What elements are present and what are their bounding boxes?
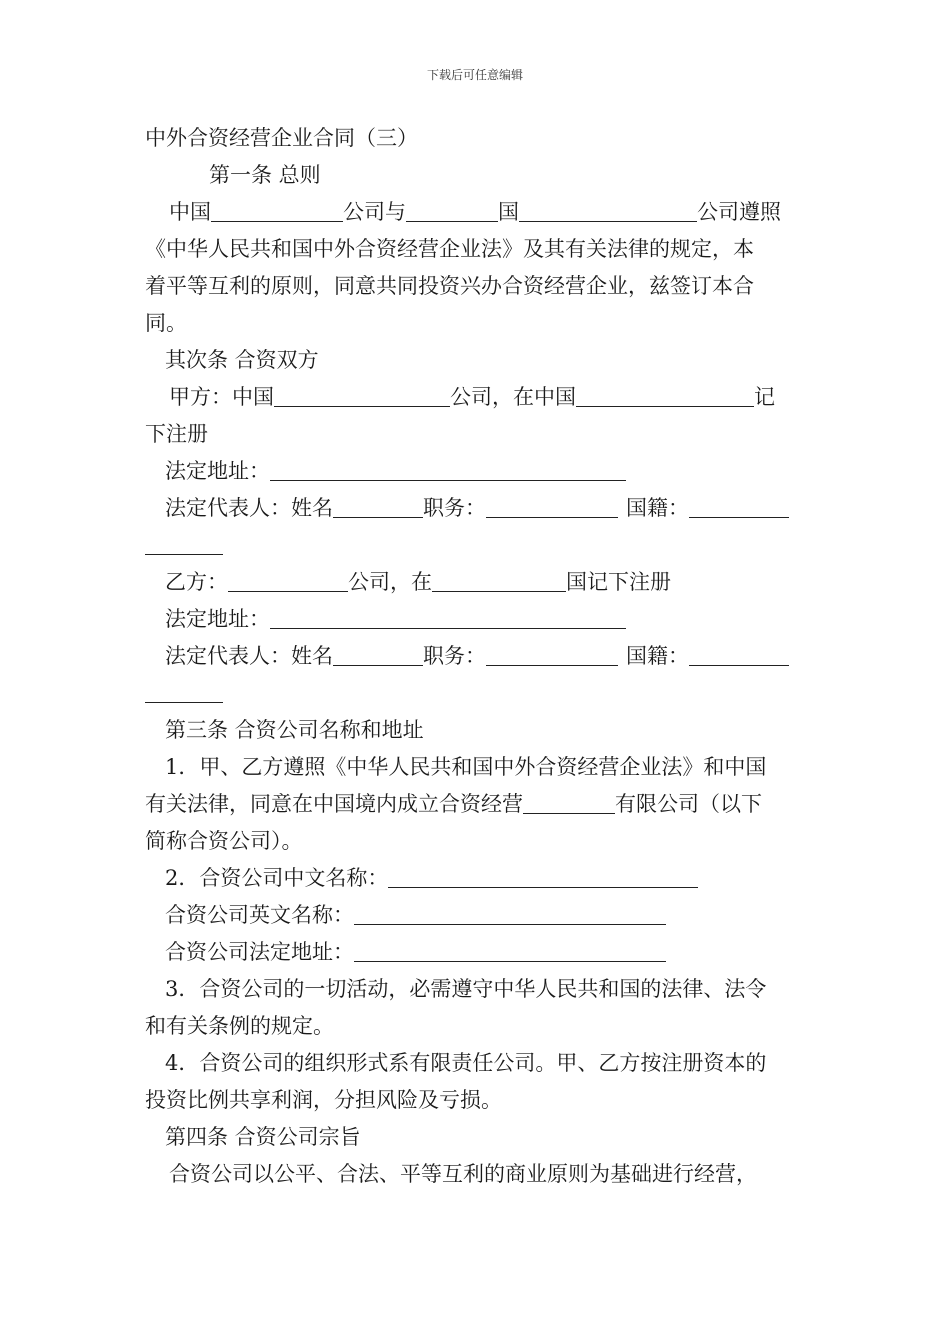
blank-field[interactable] [333, 645, 423, 666]
blank-field[interactable] [689, 645, 789, 666]
blank-field[interactable] [486, 497, 618, 518]
text: 国籍： [626, 644, 689, 668]
blank-field[interactable] [145, 534, 223, 555]
text: 2．合资公司中文名称： [165, 866, 389, 890]
party-b-address [145, 601, 807, 638]
article-3-item-4-line2: 投资比例共享利润，分担风险及亏损。 [145, 1088, 502, 1112]
blank-field[interactable] [270, 608, 626, 629]
text: 公司与 [343, 200, 406, 224]
text: 合资公司英文名称： [165, 903, 354, 927]
article-3-item-1-line1: 1．甲、乙方遵照《中华人民共和国中外合资经营企业法》和中国 [165, 755, 767, 779]
blank-field[interactable] [274, 386, 450, 407]
party-a-address [145, 453, 807, 490]
blank-field[interactable] [333, 497, 423, 518]
article-3-item-1-line3: 简称合资公司）。 [145, 829, 303, 853]
article-3-heading: 第三条 合资公司名称和地址 [165, 718, 424, 742]
party-a-line1 [145, 379, 807, 416]
blank-field[interactable] [486, 645, 618, 666]
article-1-para-line3: 着平等互利的原则，同意共同投资兴办合资经营企业，兹签订本合 [145, 274, 754, 298]
text: 法定地址： [165, 459, 270, 483]
article-1-para-line4: 同。 [145, 311, 187, 335]
text: 职务： [423, 496, 486, 520]
blank-field[interactable] [388, 867, 698, 888]
text: 法定代表人：姓名 [165, 496, 333, 520]
text: 法定代表人：姓名 [165, 644, 333, 668]
text: 国记下注册 [566, 570, 671, 594]
text: 中国 [169, 200, 211, 224]
party-a-line2: 下注册 [145, 422, 208, 446]
blank-field[interactable] [576, 386, 754, 407]
article-3-item-3-line2: 和有关条例的规定。 [145, 1014, 334, 1038]
text: 有限公司（以下 [615, 792, 762, 816]
article-4-para-line1: 合资公司以公平、合法、平等互利的商业原则为基础进行经营， [169, 1162, 757, 1186]
party-a-rep-continuation [145, 527, 807, 564]
text: 合资公司法定地址： [165, 940, 354, 964]
blank-field[interactable] [523, 793, 615, 814]
article-2-heading: 其次条 合资双方 [165, 348, 319, 372]
party-b-line [145, 564, 807, 601]
blank-field[interactable] [354, 941, 666, 962]
article-3-chinese-name [145, 860, 807, 897]
blank-field[interactable] [432, 571, 566, 592]
text: 职务： [423, 644, 486, 668]
blank-field[interactable] [519, 201, 697, 222]
text: 乙方： [165, 570, 228, 594]
blank-field[interactable] [689, 497, 789, 518]
party-a-representative [145, 490, 807, 527]
blank-field[interactable] [270, 460, 626, 481]
text: 有关法律，同意在中国境内成立合资经营 [145, 792, 523, 816]
document-body [145, 120, 807, 1193]
text: 甲方：中国 [169, 385, 274, 409]
text: 公司遵照 [697, 200, 781, 224]
article-1-para-line1 [145, 194, 807, 231]
article-4-heading: 第四条 合资公司宗旨 [165, 1125, 361, 1149]
text: 公司，在中国 [450, 385, 576, 409]
article-1-para-line2: 《中华人民共和国中外合资经营企业法》及其有关法律的规定，本 [145, 237, 754, 261]
blank-field[interactable] [406, 201, 498, 222]
text: 公司，在 [348, 570, 432, 594]
text: 国籍： [626, 496, 689, 520]
article-1-heading: 第一条 总则 [209, 163, 321, 187]
blank-field[interactable] [145, 682, 223, 703]
document-title: 中外合资经营企业合同（三） [145, 126, 418, 150]
article-3-legal-address [145, 934, 807, 971]
text: 法定地址： [165, 607, 270, 631]
party-b-rep-continuation [145, 675, 807, 712]
party-b-representative [145, 638, 807, 675]
article-3-item-3-line1: 3．合资公司的一切活动，必需遵守中华人民共和国的法律、法令 [165, 977, 767, 1001]
blank-field[interactable] [211, 201, 343, 222]
text: 记 [754, 385, 775, 409]
blank-field[interactable] [228, 571, 348, 592]
blank-field[interactable] [354, 904, 666, 925]
page-header: 下载后可任意编辑 [426, 68, 523, 82]
article-3-english-name [145, 897, 807, 934]
article-3-item-4-line1: 4．合资公司的组织形式系有限责任公司。甲、乙方按注册资本的 [165, 1051, 767, 1075]
article-3-item-1-line2 [145, 786, 807, 823]
text: 国 [498, 200, 519, 224]
